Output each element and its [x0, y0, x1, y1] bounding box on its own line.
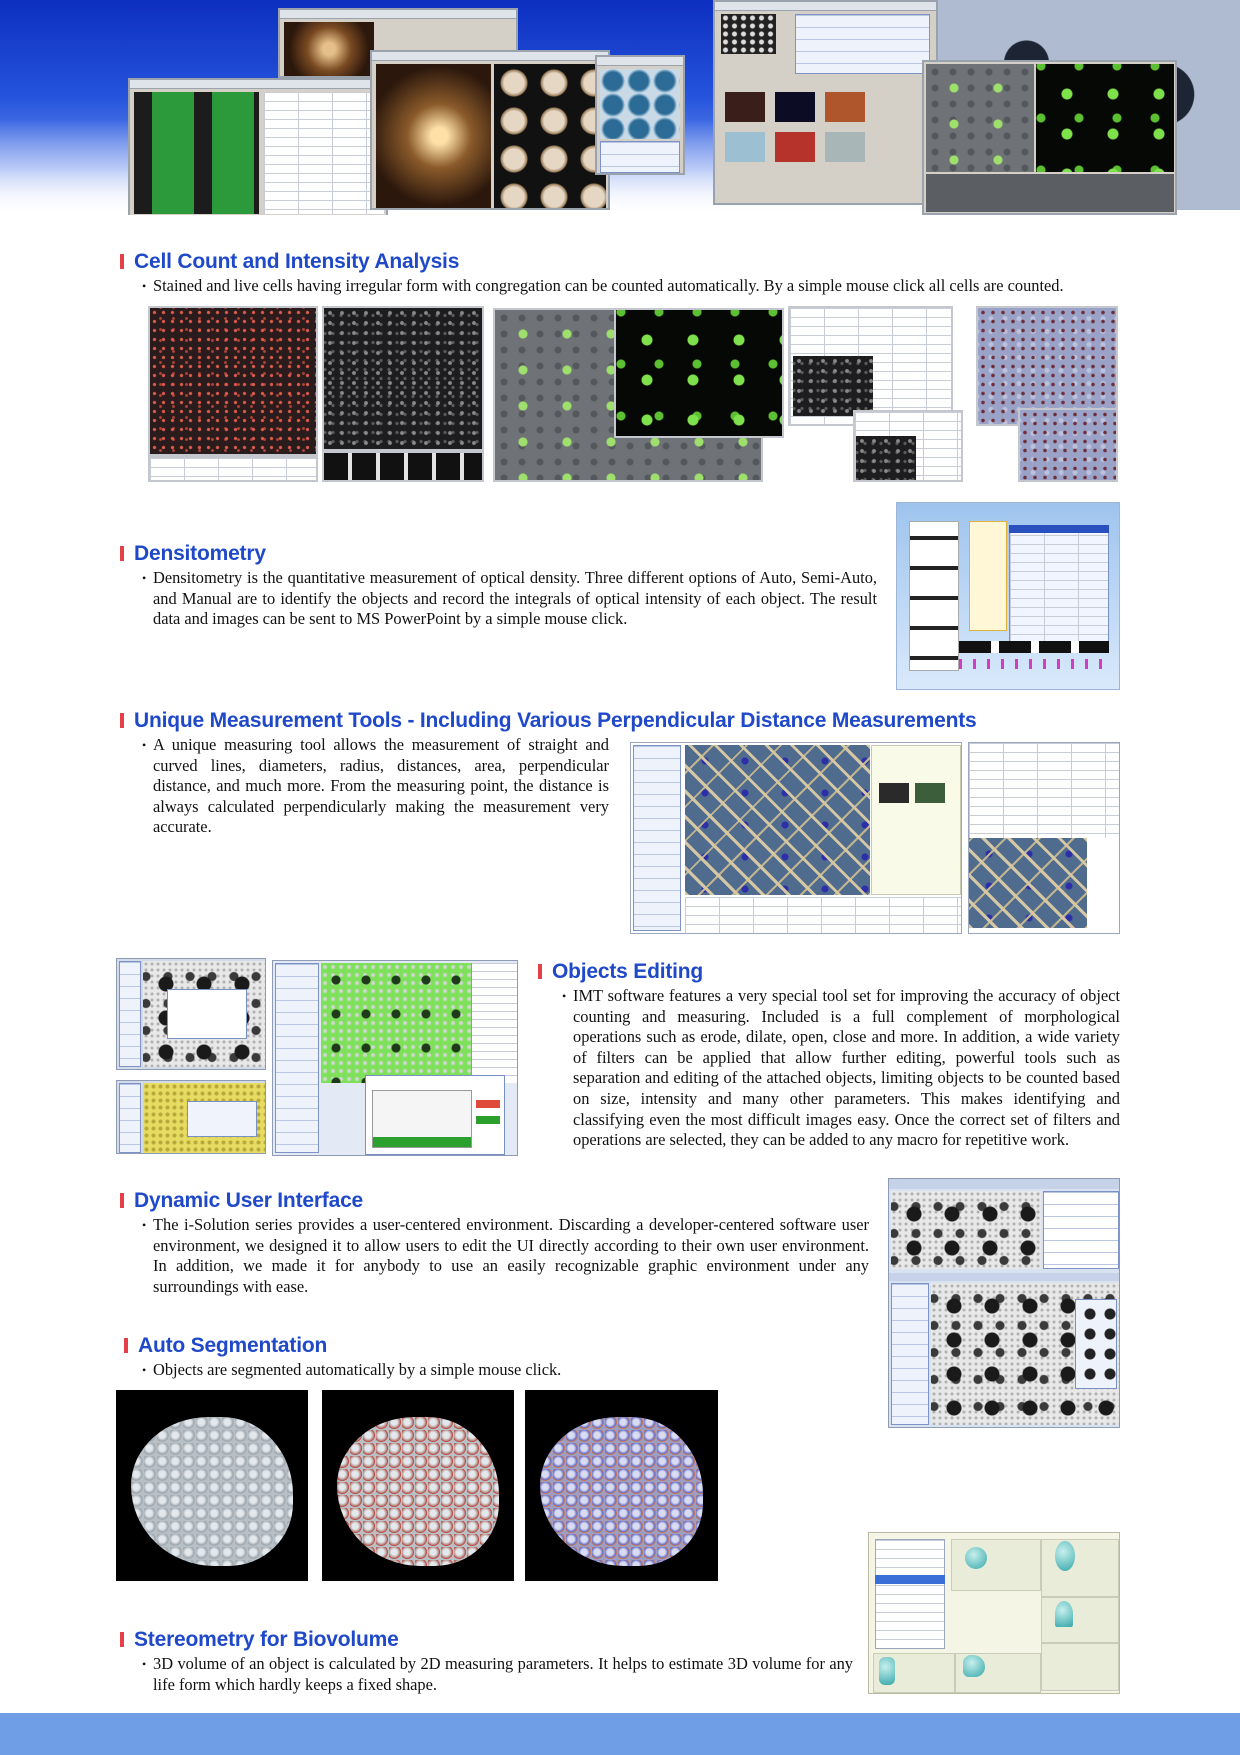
tool-palette	[633, 745, 681, 931]
section-title-measurement: Unique Measurement Tools - Including Various Perpendicular Distance Measurements	[120, 709, 977, 733]
circuit-image	[685, 745, 870, 895]
section-marker	[120, 254, 124, 269]
section-marker	[120, 713, 124, 728]
section-title-objects-editing: Objects Editing	[538, 960, 703, 984]
section-marker	[120, 1193, 124, 1208]
section-body-objects-editing: • IMT software features a very special tool set for improving the accuracy of object counting and measuring. Included is a full complement of morphological operations such as erode, dilate, open, close and more. In addition, a wide variety of filters can be applied that allow further editing, powerful tools such as separation and editing of the attached objects, limiting objects to be counted based on size, intensity and many other parameters. This makes identifying and classifying even the most difficult images easy. Once the correct set of filters and operations are selected, they can be added to any macro for repetitive work.	[562, 986, 1120, 1150]
header-banner	[0, 0, 1240, 215]
section-body-densitometry: • Densitometry is the quantitative measurement of optical density. Three different options of Auto, Semi-Auto, and Manual are to identify the objects and record the integrals of optical intensity of each object. The result data and images can be sent to MS PowerPoint by a simple mouse click.	[142, 568, 877, 629]
footer-bar	[0, 1713, 1240, 1755]
stained-cells-image	[148, 306, 318, 456]
section-body-measurement: • A unique measuring tool allows the measurement of straight and curved lines, diameters, radius, distances, area, perpendicular distance, and much more. From the measuring point, the distance is always calculated perpendicularly making the measurement very accurate.	[142, 735, 609, 837]
bullet: •	[142, 738, 147, 752]
objects-editing-screenshot-main	[272, 960, 518, 1156]
irregular-shape-icon	[963, 1655, 985, 1677]
section-marker	[538, 964, 542, 979]
banner-screenshot-cells	[370, 50, 610, 210]
banner-screenshot-chip-camera	[128, 78, 388, 215]
rod-shape-icon	[879, 1657, 895, 1685]
cell-count-gallery	[148, 306, 1118, 486]
section-marker	[120, 1632, 124, 1647]
objects-editing-screenshot-yellow	[116, 1080, 266, 1154]
segmentation-original-image	[116, 1390, 308, 1581]
bullet: •	[142, 1657, 147, 1671]
banner-screenshot-blue-cells	[595, 55, 685, 175]
banner-screenshot-gallery	[713, 0, 938, 205]
segmentation-labeled-image	[525, 1390, 718, 1581]
section-title-densitometry: Densitometry	[120, 542, 266, 566]
section-body-stereometry: • 3D volume of an object is calculated by 2D measuring parameters. It helps to estimate 3D volume for any life form which hardly keeps a fixed shape.	[142, 1654, 853, 1694]
section-title-dynamic-ui: Dynamic User Interface	[120, 1189, 363, 1213]
section-body-cell-count: • Stained and live cells having irregular form with congregation can be counted automatically. By a simple mouse click all cells are counted.	[142, 276, 1064, 295]
section-body-dynamic-ui: • The i-Solution series provides a user-centered environment. Discarding a developer-centered software user environment, we designed it to allow users to edit the UI directly according to their own user environment. In addition, we made it for anybody to use an easily recognizable graphic environment under any surroundings with ease.	[142, 1215, 869, 1296]
objects-editing-screenshot-left	[116, 958, 266, 1070]
dynamic-ui-screenshot	[888, 1178, 1120, 1428]
segmentation-outlined-image	[322, 1390, 514, 1581]
section-body-auto-segmentation: • Objects are segmented automatically by a simple mouse click.	[142, 1360, 562, 1379]
measurement-screenshot	[630, 742, 962, 934]
ellipsoid-shape-icon	[1055, 1541, 1075, 1571]
section-title-auto-segmentation: Auto Segmentation	[124, 1334, 327, 1358]
cone-shape-icon	[1055, 1601, 1073, 1627]
live-cells-image	[322, 306, 484, 451]
bullet: •	[562, 989, 567, 1003]
sphere-shape-icon	[965, 1547, 987, 1569]
bullet: •	[142, 571, 147, 585]
bullet: •	[142, 279, 147, 293]
banner-screenshot-fluorescence	[922, 60, 1177, 215]
bullet: •	[142, 1363, 147, 1377]
histogram-dialog	[365, 1075, 505, 1155]
section-marker	[120, 546, 124, 561]
bullet: •	[142, 1218, 147, 1232]
biovolume-screenshot	[868, 1532, 1120, 1694]
green-threshold-image	[321, 963, 471, 1083]
densitometry-screenshot	[896, 502, 1120, 690]
green-board-image	[134, 92, 259, 214]
measurement-results-screenshot	[968, 742, 1120, 934]
section-title-stereometry: Stereometry for Biovolume	[120, 1628, 399, 1652]
section-marker	[124, 1338, 128, 1353]
section-title-cell-count: Cell Count and Intensity Analysis	[120, 250, 459, 274]
